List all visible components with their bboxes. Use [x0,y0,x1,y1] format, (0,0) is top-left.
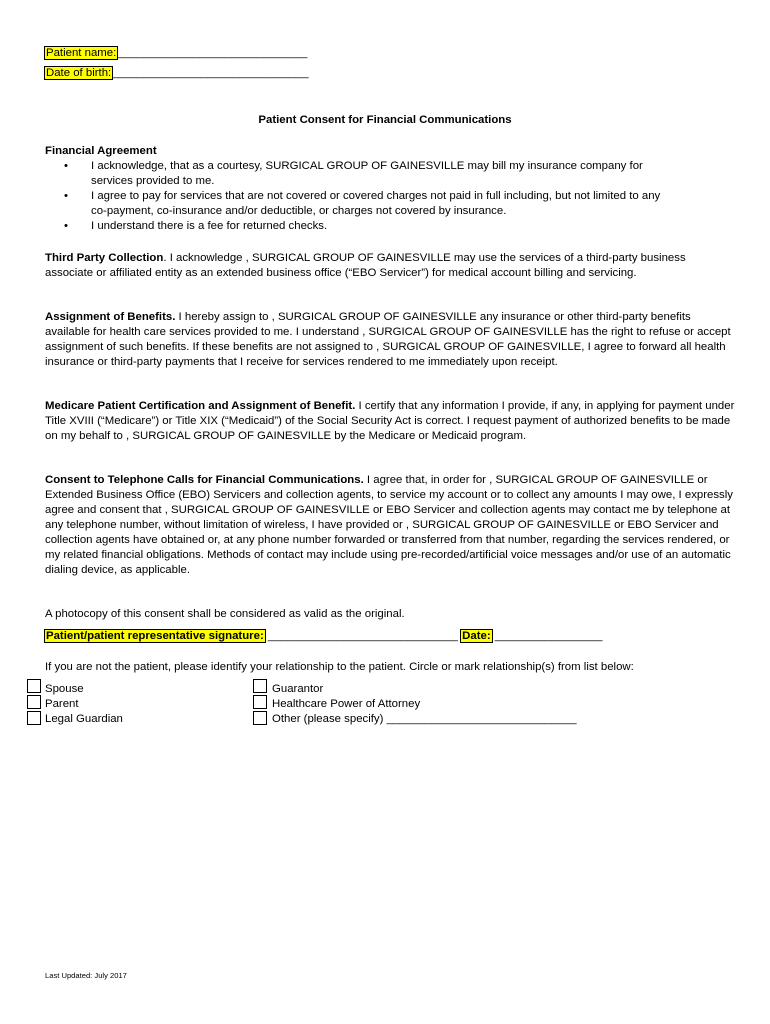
patient-name-blank[interactable]: ______________________________ [117,47,308,59]
telephone-paragraph [45,473,735,578]
patient-name-label: Patient name: [46,47,117,59]
assignment-heading: Assignment of Benefits. [45,311,176,323]
legal-guardian-checkbox[interactable] [27,711,41,725]
page-title: Patient Consent for Financial Communications [258,114,512,126]
relationship-prompt: If you are not the patient, please identify your relationship to the patient. Circle or mark relationship(s) from list below: [45,661,634,673]
third-party-paragraph [45,251,735,281]
guarantor-label: Guarantor [272,683,324,695]
medicare-paragraph [45,399,735,444]
date-blank[interactable]: _________________ [491,630,603,642]
signature-blank[interactable]: ______________________________ [264,630,462,642]
list-item [64,159,734,189]
telephone-heading: Consent to Telephone Calls for Financial Communications. [45,474,364,486]
other-label[interactable]: Other (please specify) ______________________________ [272,713,577,725]
parent-label: Parent [45,698,79,710]
other-checkbox[interactable] [253,711,267,725]
bullet-line: co-payment, co-insurance and/or deductible, or charges not covered by insurance. [91,205,507,217]
date-of-birth-blank[interactable]: _______________________________ [112,67,309,79]
telephone-text: I agree that, in order for , SURGICAL GROUP OF GAINESVILLE or Extended Business Office (EBO) Servicers and collection agents, to service my account or to collect any amounts I may owe, I expressly agree and consent that , SURGICAL GROUP OF GAINESVILLE or EBO Servicer and collection agents may contact me by telephone at any telephone number, without limitation of wireless, I have provided or , SURGICAL GROUP OF GAINESVILLE or EBO Servicer and collection agents have obtained or, at any phone number forwarded or transferred from that number, regarding the services rendered, or my related financial obligations. Methods of contact may include using pre-recorded/artificial voice messages and/or use of an automatic dialing device, as applicable. [45,474,733,576]
medicare-heading: Medicare Patient Certification and Assignment of Benefit. [45,400,356,412]
signature-row [45,629,602,644]
photocopy-statement: A photocopy of this consent shall be considered as valid as the original. [45,608,405,620]
third-party-text: . I acknowledge , SURGICAL GROUP OF GAINESVILLE may use the services of a third-party business associate or affiliated entity as an extended business office (“EBO Servicer”) for medical account billing and servicing. [45,252,686,279]
bullet-icon: • [64,220,68,232]
spouse-checkbox[interactable] [27,679,41,693]
parent-checkbox[interactable] [27,695,41,709]
financial-agreement-list [64,159,734,234]
bullet-line: I agree to pay for services that are not covered or covered charges not paid in full including, but not limited to any [91,190,661,202]
guarantor-checkbox[interactable] [253,679,267,693]
third-party-heading: Third Party Collection [45,252,164,264]
signature-label: Patient/patient representative signature: [46,630,264,642]
bullet-line: I acknowledge, that as a courtesy, SURGICAL GROUP OF GAINESVILLE may bill my insurance company for [91,160,643,172]
financial-agreement-heading: Financial Agreement [45,145,157,157]
last-updated-footer: Last Updated: July 2017 [45,971,127,980]
bullet-line: services provided to me. [91,175,215,187]
date-of-birth-field[interactable] [45,66,309,81]
date-label: Date: [462,630,491,642]
healthcare-poa-checkbox[interactable] [253,695,267,709]
list-item [64,189,734,219]
legal-guardian-label: Legal Guardian [45,713,123,725]
medicare-text: I certify that any information I provide, if any, in applying for payment under Title XVIII (“Medicare”) or Title XIX (“Medicaid”) of the Social Security Act is correct. I request payment of authorized benefits to be made on my behalf to , SURGICAL GROUP OF GAINESVILLE by the Medicare or Medicaid program. [45,400,735,442]
spouse-label: Spouse [45,683,84,695]
patient-name-field[interactable] [45,46,307,61]
list-item [64,219,734,234]
healthcare-poa-label: Healthcare Power of Attorney [272,698,421,710]
date-of-birth-label: Date of birth: [46,67,112,79]
bullet-icon: • [64,190,68,202]
assignment-paragraph [45,310,735,370]
bullet-icon: • [64,160,68,172]
bullet-line: I understand there is a fee for returned checks. [91,220,328,232]
assignment-text: I hereby assign to , SURGICAL GROUP OF GAINESVILLE any insurance or other third-party benefits available for health care services provided to me. I understand , SURGICAL GROUP OF GAINESVILLE has the right to refuse or accept assignment of such benefits. If these benefits are not assigned to , SURGICAL GROUP OF GAINESVILLE, I agree to forward all health insurance or third-party payments that I receive for services rendered to me immediately upon receipt. [45,311,731,368]
